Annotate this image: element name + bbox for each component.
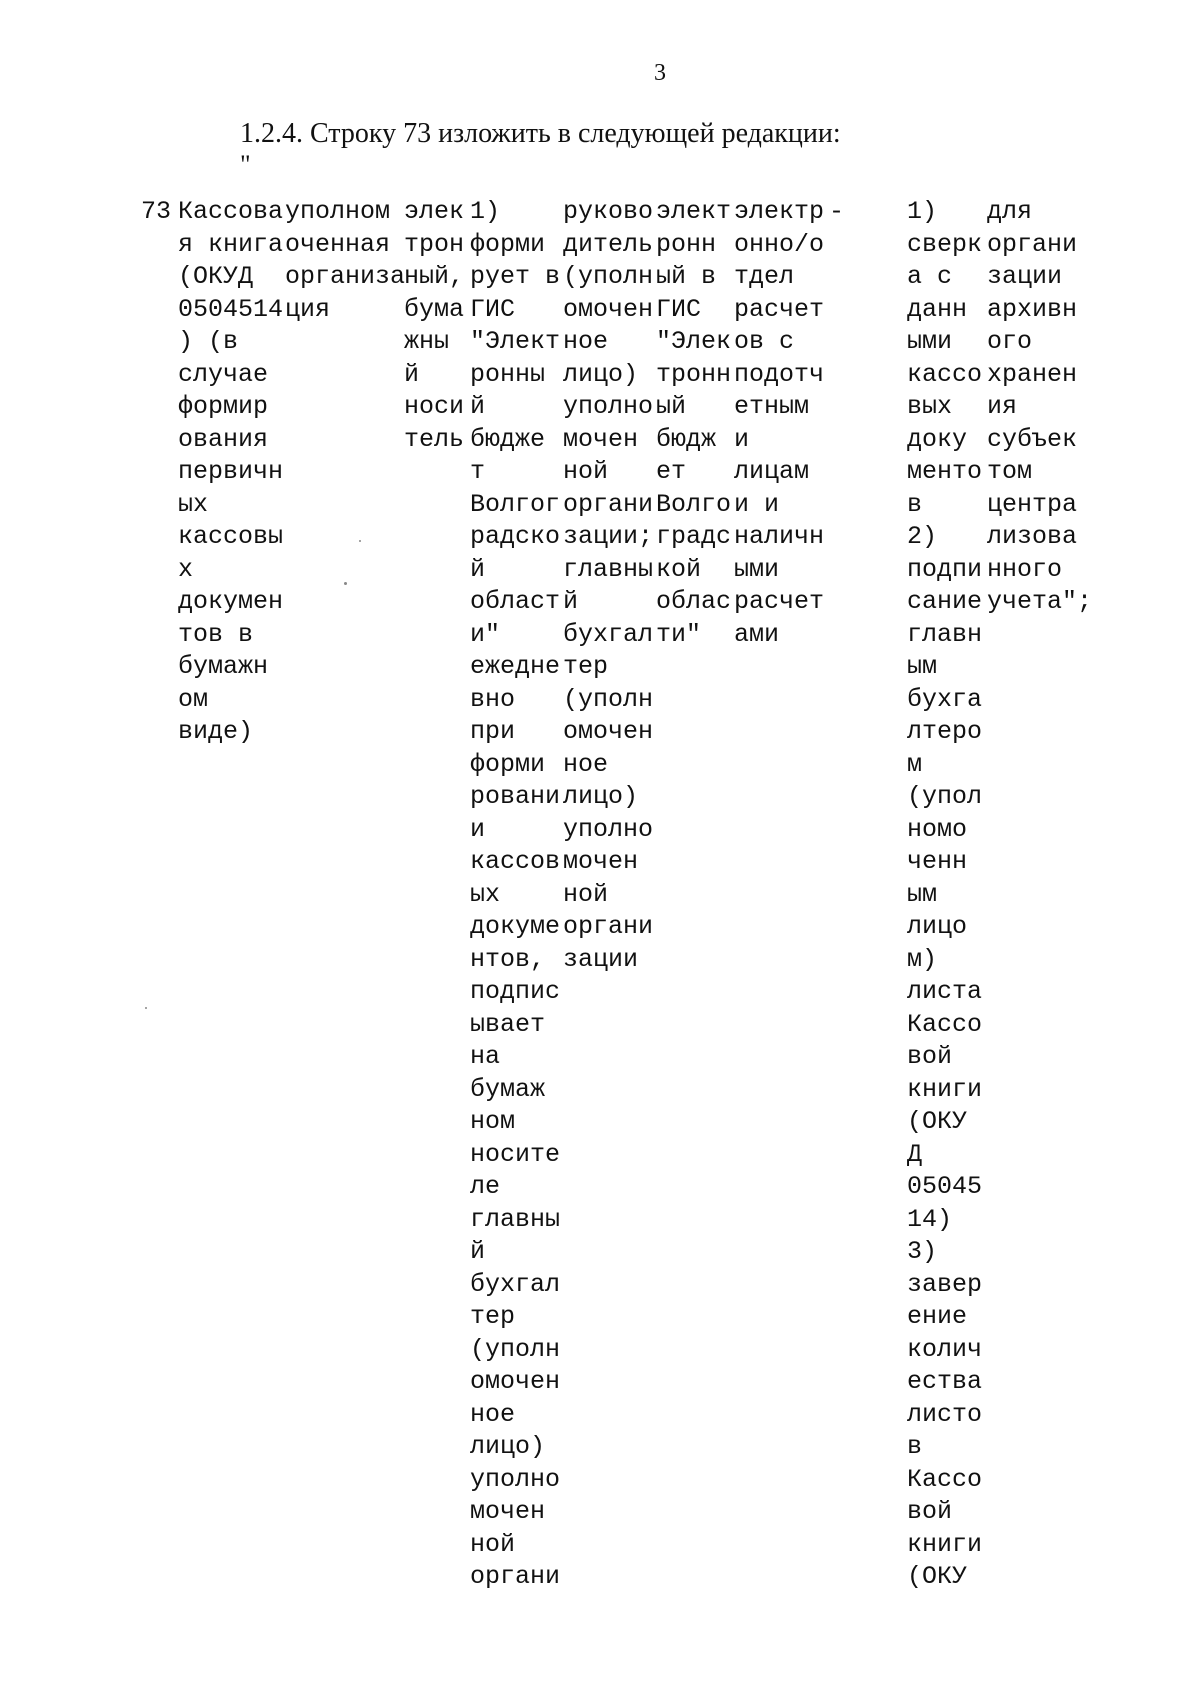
heading: 1.2.4. Строку 73 изложить в следующей редакции: — [240, 118, 841, 149]
cell-signers: руково дитель (уполн омочен ное лицо) уполно мочен ной органи зации; главны й бухгал тер (уполн омочен ное лицо) уполно мочен ной органи зации — [563, 197, 654, 974]
cell-document-name: Кассова я книга (ОКУД 0504514 ) (в случае формир ования первичн ых кассовы х докумен тов в бумажн ом виде) — [178, 197, 284, 746]
cell-system: элект ронн ый в ГИС "Элек тронн ый бюдж ет Волго градс кой облас ти" — [656, 197, 732, 649]
cell-dash: - — [829, 197, 845, 226]
scan-speck — [344, 582, 347, 585]
cell-carrier: элек трон ный, бума жны й носи тель — [404, 197, 465, 454]
cell-responsible: уполном оченная организа ция — [285, 197, 406, 324]
cell-purpose: для органи зации архивн ого хранен ия субъек том центра лизова нного учета"; — [987, 197, 1093, 616]
scan-speck — [145, 1007, 147, 1009]
opening-quote: " — [240, 150, 251, 179]
row-number: 73 — [141, 197, 172, 226]
cell-formation: 1) форми рует в ГИС "Элект ронны й бюдже т Волгог радско й област и" ежедне вно при форми ровани и кассов ых докуме нтов, подпис ывает на бумаж ном носите ле главны й бухгал тер (уполн омочен ное лицо) уполно мочен ной органи — [470, 197, 561, 1591]
page-number: 3 — [654, 60, 666, 86]
scan-speck — [359, 540, 361, 542]
cell-department: электр онно/о тдел расчет ов с подотч етным и лицам и и наличн ыми расчет ами — [734, 197, 825, 649]
cell-actions: 1) сверк а с данн ыми кассо вых доку менто в 2) подпи сание главн ым бухга лтеро м (упол номо ченн ым лицо м) листа Кассо вой книги (ОКУ Д 05045 14) 3) завер ение колич ества листо в Кассо вой книги (ОКУ — [907, 197, 983, 1591]
